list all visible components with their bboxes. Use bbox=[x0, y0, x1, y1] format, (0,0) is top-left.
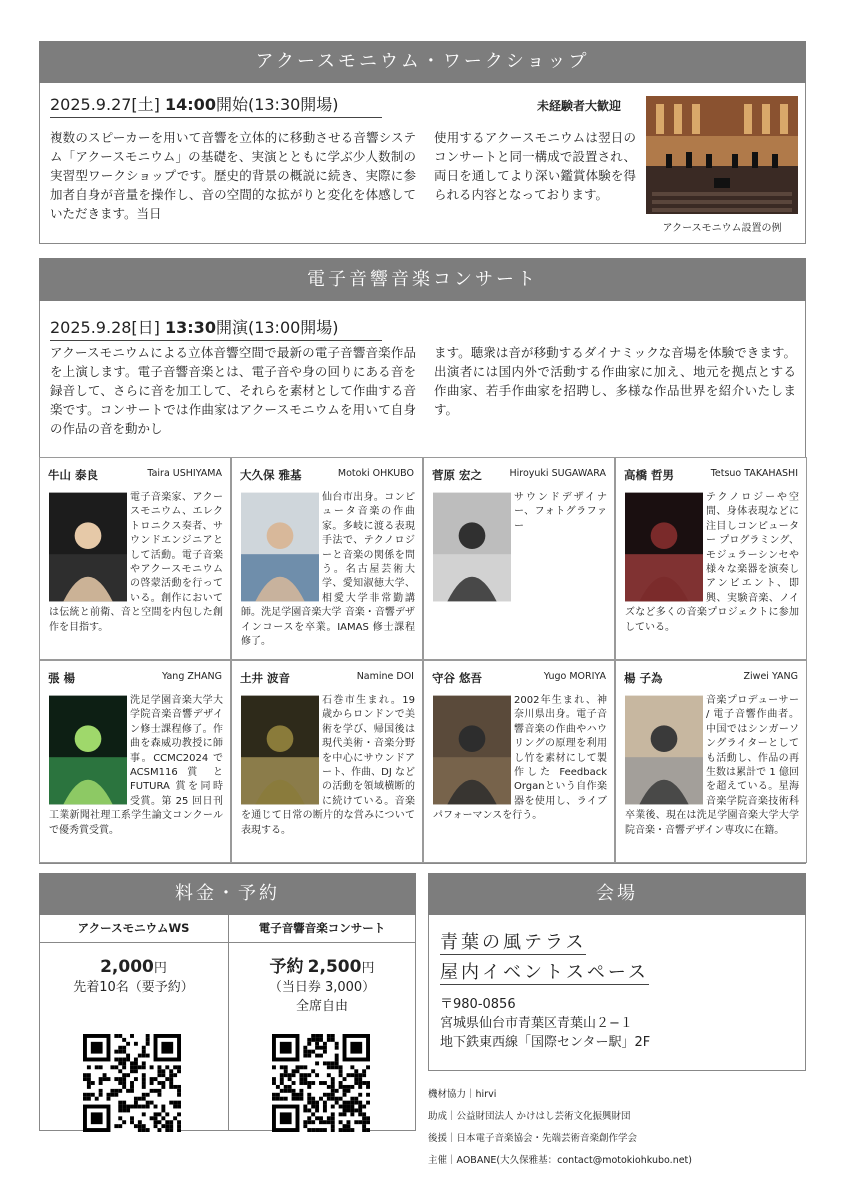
performer-name-en: Yugo MORIYA bbox=[543, 671, 606, 682]
workshop-date bbox=[50, 92, 382, 118]
performer-photo bbox=[625, 694, 703, 806]
concert-time-suffix: 開演(13:00開場) bbox=[215, 318, 339, 337]
performer-photo bbox=[241, 694, 319, 806]
performer-name: 張 楊 bbox=[48, 671, 76, 685]
performer-name: 大久保 雅基 bbox=[240, 468, 302, 482]
concert-yen: 円 bbox=[361, 961, 375, 976]
credit-support: 後援｜日本電子音楽協会・先端芸術音楽創作学会 bbox=[428, 1133, 638, 1144]
workshop-title: アクースモニウム・ワークショップ bbox=[39, 41, 806, 83]
concert-date bbox=[50, 315, 382, 341]
concert-note-2: 全席自由 bbox=[295, 999, 348, 1014]
ws-note: 先着10名（要予約） bbox=[73, 980, 194, 995]
concert-time: 13:30 bbox=[165, 318, 216, 337]
concert-note-1: （当日券 3,000） bbox=[268, 980, 376, 995]
performer-bio-wrap bbox=[241, 694, 415, 838]
performer-photo bbox=[433, 694, 511, 806]
concert-body-right: ます。聴衆は音が移動するダイナミックな音場を体験できます。出演者には国内外で活動する作曲家に加え、地元を拠点とする作曲家、若手作曲家を招聘し、多様な作品世界を紹介いたします。 bbox=[434, 345, 796, 417]
performer-bio: サウンドデザイナー、フォトグラファー bbox=[514, 492, 607, 532]
performer-card bbox=[39, 457, 231, 660]
photo-caption: アクースモニウム設置の例 bbox=[662, 223, 782, 234]
performer-photo bbox=[49, 694, 127, 806]
performer-card bbox=[615, 457, 807, 660]
performer-card bbox=[231, 457, 423, 660]
performer-bio: 石巻市生まれ。19歳からロンドンで美術を学び、帰国後は現代美術・音楽分野を中心にサウンドアート、作曲、DJ などの活動を領域横断的に続けている。音楽を通じて日常の断片的な営みについて表現する。 bbox=[241, 695, 415, 836]
workshop-body-right: 使用するアクースモニウムは翌日のコンサートと同一構成で設置され、両日を通してより深い鑑賞体験を得られる内容となっております。 bbox=[434, 130, 636, 202]
venue-title: 会場 bbox=[428, 873, 806, 915]
pricing-divider-v bbox=[228, 915, 229, 1131]
performer-bio-wrap bbox=[433, 491, 607, 603]
performer-name-en: Taira USHIYAMA bbox=[147, 468, 222, 479]
venue-name-1: 青葉の風テラス bbox=[440, 928, 586, 955]
credit-equipment: 機材協力｜hirvi bbox=[428, 1089, 497, 1100]
performer-card bbox=[615, 660, 807, 863]
performer-bio-wrap bbox=[625, 694, 799, 838]
performer-card bbox=[423, 660, 615, 863]
ws-price-label: アクースモニウムWS bbox=[77, 921, 190, 935]
ws-yen: 円 bbox=[153, 961, 167, 976]
credit-organizer: 主催｜AOBANE(大久保雅基：contact@motokiohkubo.net) bbox=[428, 1155, 692, 1166]
concert-prefix: 予約 bbox=[269, 957, 304, 977]
performer-photo bbox=[241, 491, 319, 603]
venue-postal: 〒980-0856 bbox=[440, 997, 516, 1012]
workshop-date-day: 2025.9.27[土] bbox=[50, 95, 160, 114]
performer-name-en: Ziwei YANG bbox=[743, 671, 798, 682]
pricing-title: 料金・予約 bbox=[39, 873, 416, 915]
performer-bio-wrap bbox=[625, 491, 799, 635]
performer-name-en: Tetsuo TAKAHASHI bbox=[710, 468, 798, 479]
performer-name-en: Hiroyuki SUGAWARA bbox=[509, 468, 606, 479]
welcome-label: 未経験者大歓迎 bbox=[537, 99, 622, 113]
performer-bio-wrap bbox=[49, 491, 223, 635]
performer-name: 牛山 泰良 bbox=[48, 468, 99, 482]
concert-body-left: アクースモニウムによる立体音響空間で最新の電子音響音楽作品を上演します。電子音響音楽とは、電子音や身の回りにある音を録音して、さらに音を加工して、それらを素材として作曲する音楽です。コンサートでは作曲家はアクースモニウムを用いて自身の作品の音を動かし bbox=[50, 345, 416, 436]
venue-access: 地下鉄東西線「国際センター駅」2F bbox=[440, 1035, 651, 1050]
performer-name: 高橋 哲男 bbox=[624, 468, 675, 482]
concert-date-day: 2025.9.28[日] bbox=[50, 318, 160, 337]
performer-name-en: Yang ZHANG bbox=[161, 671, 222, 682]
performer-photo bbox=[49, 491, 127, 603]
performer-card bbox=[423, 457, 615, 660]
performer-photo bbox=[625, 491, 703, 603]
performer-name: 守谷 悠吾 bbox=[432, 671, 483, 685]
performer-name: 菅原 宏之 bbox=[432, 468, 483, 482]
venue-name-2: 屋内イベントスペース bbox=[440, 958, 649, 985]
concert-title: 電子音響音楽コンサート bbox=[39, 258, 806, 301]
performer-bio: 仙台市出身。コンピュータ音楽の作曲家。多岐に渡る表現手法で、テクノロジーと音楽の関係を問う。名古屋芸術大学、愛知淑徳大学、相愛大学非常勤講師。洗足学園音楽大学 音楽・音響デザインコースを卒業。IAMAS 修士課程修了。 bbox=[241, 492, 415, 648]
performer-bio-wrap bbox=[49, 694, 223, 838]
concert-price-block bbox=[228, 958, 416, 1016]
performer-name-en: Namine DOI bbox=[356, 671, 414, 682]
ws-price: 2,000 bbox=[100, 957, 154, 977]
concert-price: 2,500 bbox=[307, 957, 362, 977]
concert-qr-code[interactable] bbox=[272, 1034, 370, 1132]
performer-name-en: Motoki OHKUBO bbox=[337, 468, 414, 479]
ws-qr-code[interactable] bbox=[83, 1034, 181, 1132]
performer-photo bbox=[433, 491, 511, 603]
performer-name: 土井 波音 bbox=[240, 671, 291, 685]
performer-card bbox=[39, 660, 231, 863]
ws-price-block bbox=[39, 958, 228, 997]
performer-bio-wrap bbox=[433, 694, 607, 824]
performer-bio: 2002年生まれ、神奈川県出身。電子音響音楽の作曲やハウリングの原理を利用し竹を素材にして製作した Feedback Organという自作楽器を使用し、ライブパフォーマンスを行う。 bbox=[433, 695, 607, 822]
performer-bio: 電子音楽家、アクースモニウム、エレクトロニクス奏者、サウンドエンジニアとして活動。電子音楽やアクースモニウムの啓蒙活動を行っている。創作においては伝統と前衛、音と空間を内包した創作を目指す。 bbox=[49, 492, 223, 633]
workshop-time: 14:00 bbox=[165, 95, 216, 114]
performer-bio: テクノロジーや空間、身体表現などに注目しコンピューター プログラミング、モジュラーシンセや様々な楽器を演奏しアンビエント、即興、実験音楽、ノイズなど多くの音楽プロジェクトに参加している。 bbox=[625, 492, 799, 633]
workshop-time-suffix: 開始(13:30開場) bbox=[215, 95, 339, 114]
acousmonium-hall-photo bbox=[646, 96, 798, 214]
venue-address: 宮城県仙台市青葉区青葉山２−１ bbox=[440, 1016, 633, 1031]
performer-bio: 洗足学園音楽大学大学院音楽音響デザイン修士課程修了。作曲を森威功教授に師事。CCMC2024 で ACSM116 賞 と FUTURA 賞を同時受賞。第 25 回日刊工業新聞社理工系学生論文コンクールで優秀賞受賞。 bbox=[49, 695, 223, 836]
concert-price-label: 電子音響音楽コンサート bbox=[258, 921, 386, 935]
credit-grant: 助成｜公益財団法人 かけはし芸術文化振興財団 bbox=[428, 1111, 631, 1122]
performer-bio-wrap bbox=[241, 491, 415, 649]
workshop-body-left: 複数のスピーカーを用いて音響を立体的に移動させる音響システム「アクースモニウム」の基礎を、実演とともに学ぶ少人数制の実習型ワークショップです。歴史的背景の概説に続き、実際に参加者自身が音量を操作し、音の空間的な拡がりと変化を体感していただきます。当日 bbox=[50, 130, 416, 221]
performer-name: 楊 子為 bbox=[624, 671, 663, 685]
performer-bio: 音楽プロデューサー / 電子音響作曲者。中国ではシンガーソングライターとしても活動し、作品の再生数は累計で 1 億回を超えている。星海音楽学院音楽技術科卒業後、現在は洗足学園音楽大学大学院音楽・音響デザイン専攻に在籍。 bbox=[625, 695, 799, 836]
performer-card bbox=[231, 660, 423, 863]
